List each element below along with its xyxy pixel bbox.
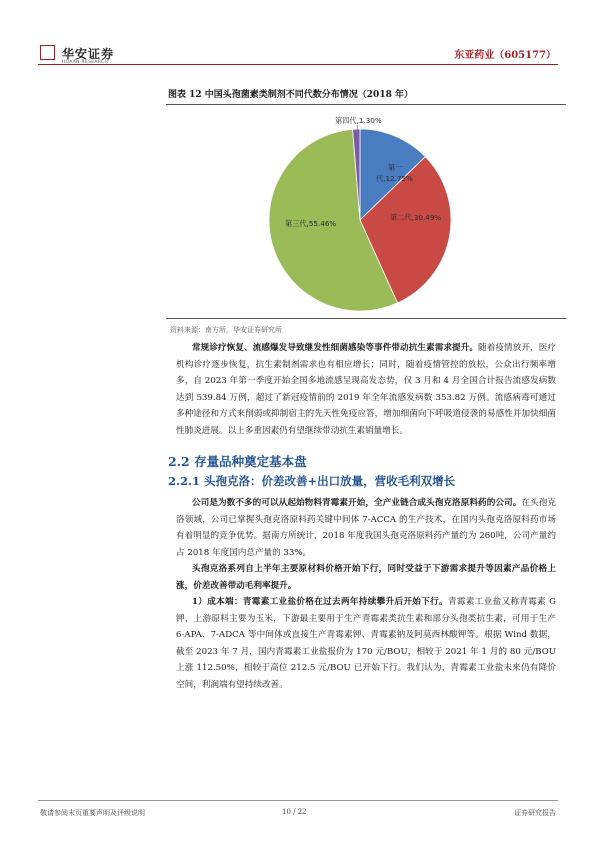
paragraph-4 [176, 594, 556, 694]
pie-label-2: 第二代,30.49% [390, 213, 442, 222]
pie-label-4: 第四代,1.30% [335, 116, 382, 125]
paragraph-4-text: 青霉素工业盐又称青霉素 G 钾，上游原料主要为玉米，下游最主要用于生产青霉素类抗生素和部分头孢类抗生素，可用于生产 6-APA、7-ADCA 等中间体或直接生产青霉素钾、青霉素钠及阿莫西林酸钾等。根据 Wind 数据，截至 2023 年 7 月，国内青霉素工业盐报价为 170 元/BOU，相较于 2021 年 1 月的 80 元/BOU 上涨 112.50%，相较于高位 212.5 元/BOU 已开始下行。我们认为，青霉素工业盐未来仍有降价空间，利润端有望持续改善。 [176, 597, 556, 690]
section-heading: 2.2 存量品种奠定基本盘 [168, 454, 307, 469]
paragraph-2 [176, 495, 556, 561]
paragraph-3-lead: 头孢克洛系列自上半年主要原材料价格开始下行，同时受益于下游需求提升等因素产品价格上涨，价差改善带动毛利率提升。 [176, 564, 556, 591]
subsection-heading: 2.2.1 头孢克洛：价差改善+出口放量，营收毛利双增长 [168, 474, 456, 488]
logo-icon [40, 45, 55, 60]
paragraph-1-lead: 常规诊疗恢复、流感爆发导致继发性细菌感染等事件带动抗生素需求提升。 [192, 343, 479, 353]
logo-text: 华安证券 [62, 47, 115, 61]
footer-disclaimer: 敬请参阅末页重要声明及评级说明 [40, 809, 145, 817]
figure-source: 资料来源：南方所，华安证券研究所 [170, 326, 282, 334]
figure-title: 图表 12 中国头孢菌素类制剂不同代数分布情况（2018 年） [168, 90, 413, 100]
logo-subtitle: HUAAN RESEARCH [62, 60, 109, 65]
figure-bottom-rule [166, 318, 566, 319]
pie-chart [240, 108, 480, 323]
pie-label-3: 第三代,55.46% [285, 219, 337, 228]
pie-label-1: 第一代,12.75% [376, 163, 413, 183]
paragraph-1-text: 随着疫情放开，医疗机构诊疗逐步恢复，抗生素制剂需求也有相应增长；同时，随着疫情管控的放松，公众出行频率增多，自 2023 年第一季度开始全国多地流感呈现高发态势，仅 3 月和 4 月全国合计报告流感发病数达到 539.84 万例，超过了新冠疫情前的 2019 年全年流感发病数 353.82 万例。流感病毒可通过多种途径和方式来削弱或抑制宿主的先天性免疫应答，增加细菌向下呼吸道侵袭的易感性并加快细菌性肺炎进展。以上多重因素仍有望继续带动抗生素销量增长。 [176, 343, 556, 436]
page-number: 10 / 22 [282, 808, 307, 816]
paragraph-2-text: 在头孢克洛领域，公司已掌握头孢克洛原料药关键中间体 7-ACCA 的生产技术，在国内头孢克洛原料药市场有着明显的竞争优势。据南方所统计，2018 年度我国头孢克洛原料药产量约为 260吨，公司产量约占 2018 年度国内总产量的 33%。 [176, 498, 556, 558]
footer-divider [38, 800, 558, 801]
paragraph-4-lead: 1）成本端：青霉素工业盐价格在过去两年持续攀升后开始下行。 [192, 597, 448, 607]
company-name: 东亚药业（605177） [454, 50, 556, 61]
figure-top-rule [166, 104, 566, 105]
paragraph-1 [176, 340, 556, 440]
footer-report-type: 证券研究报告 [514, 809, 556, 817]
paragraph-3 [176, 561, 556, 594]
header-divider [38, 64, 558, 65]
paragraph-2-lead: 公司是为数不多的可以从起始物料青霉素开始，全产业链合成头孢克洛原料药的公司。 [192, 498, 522, 508]
